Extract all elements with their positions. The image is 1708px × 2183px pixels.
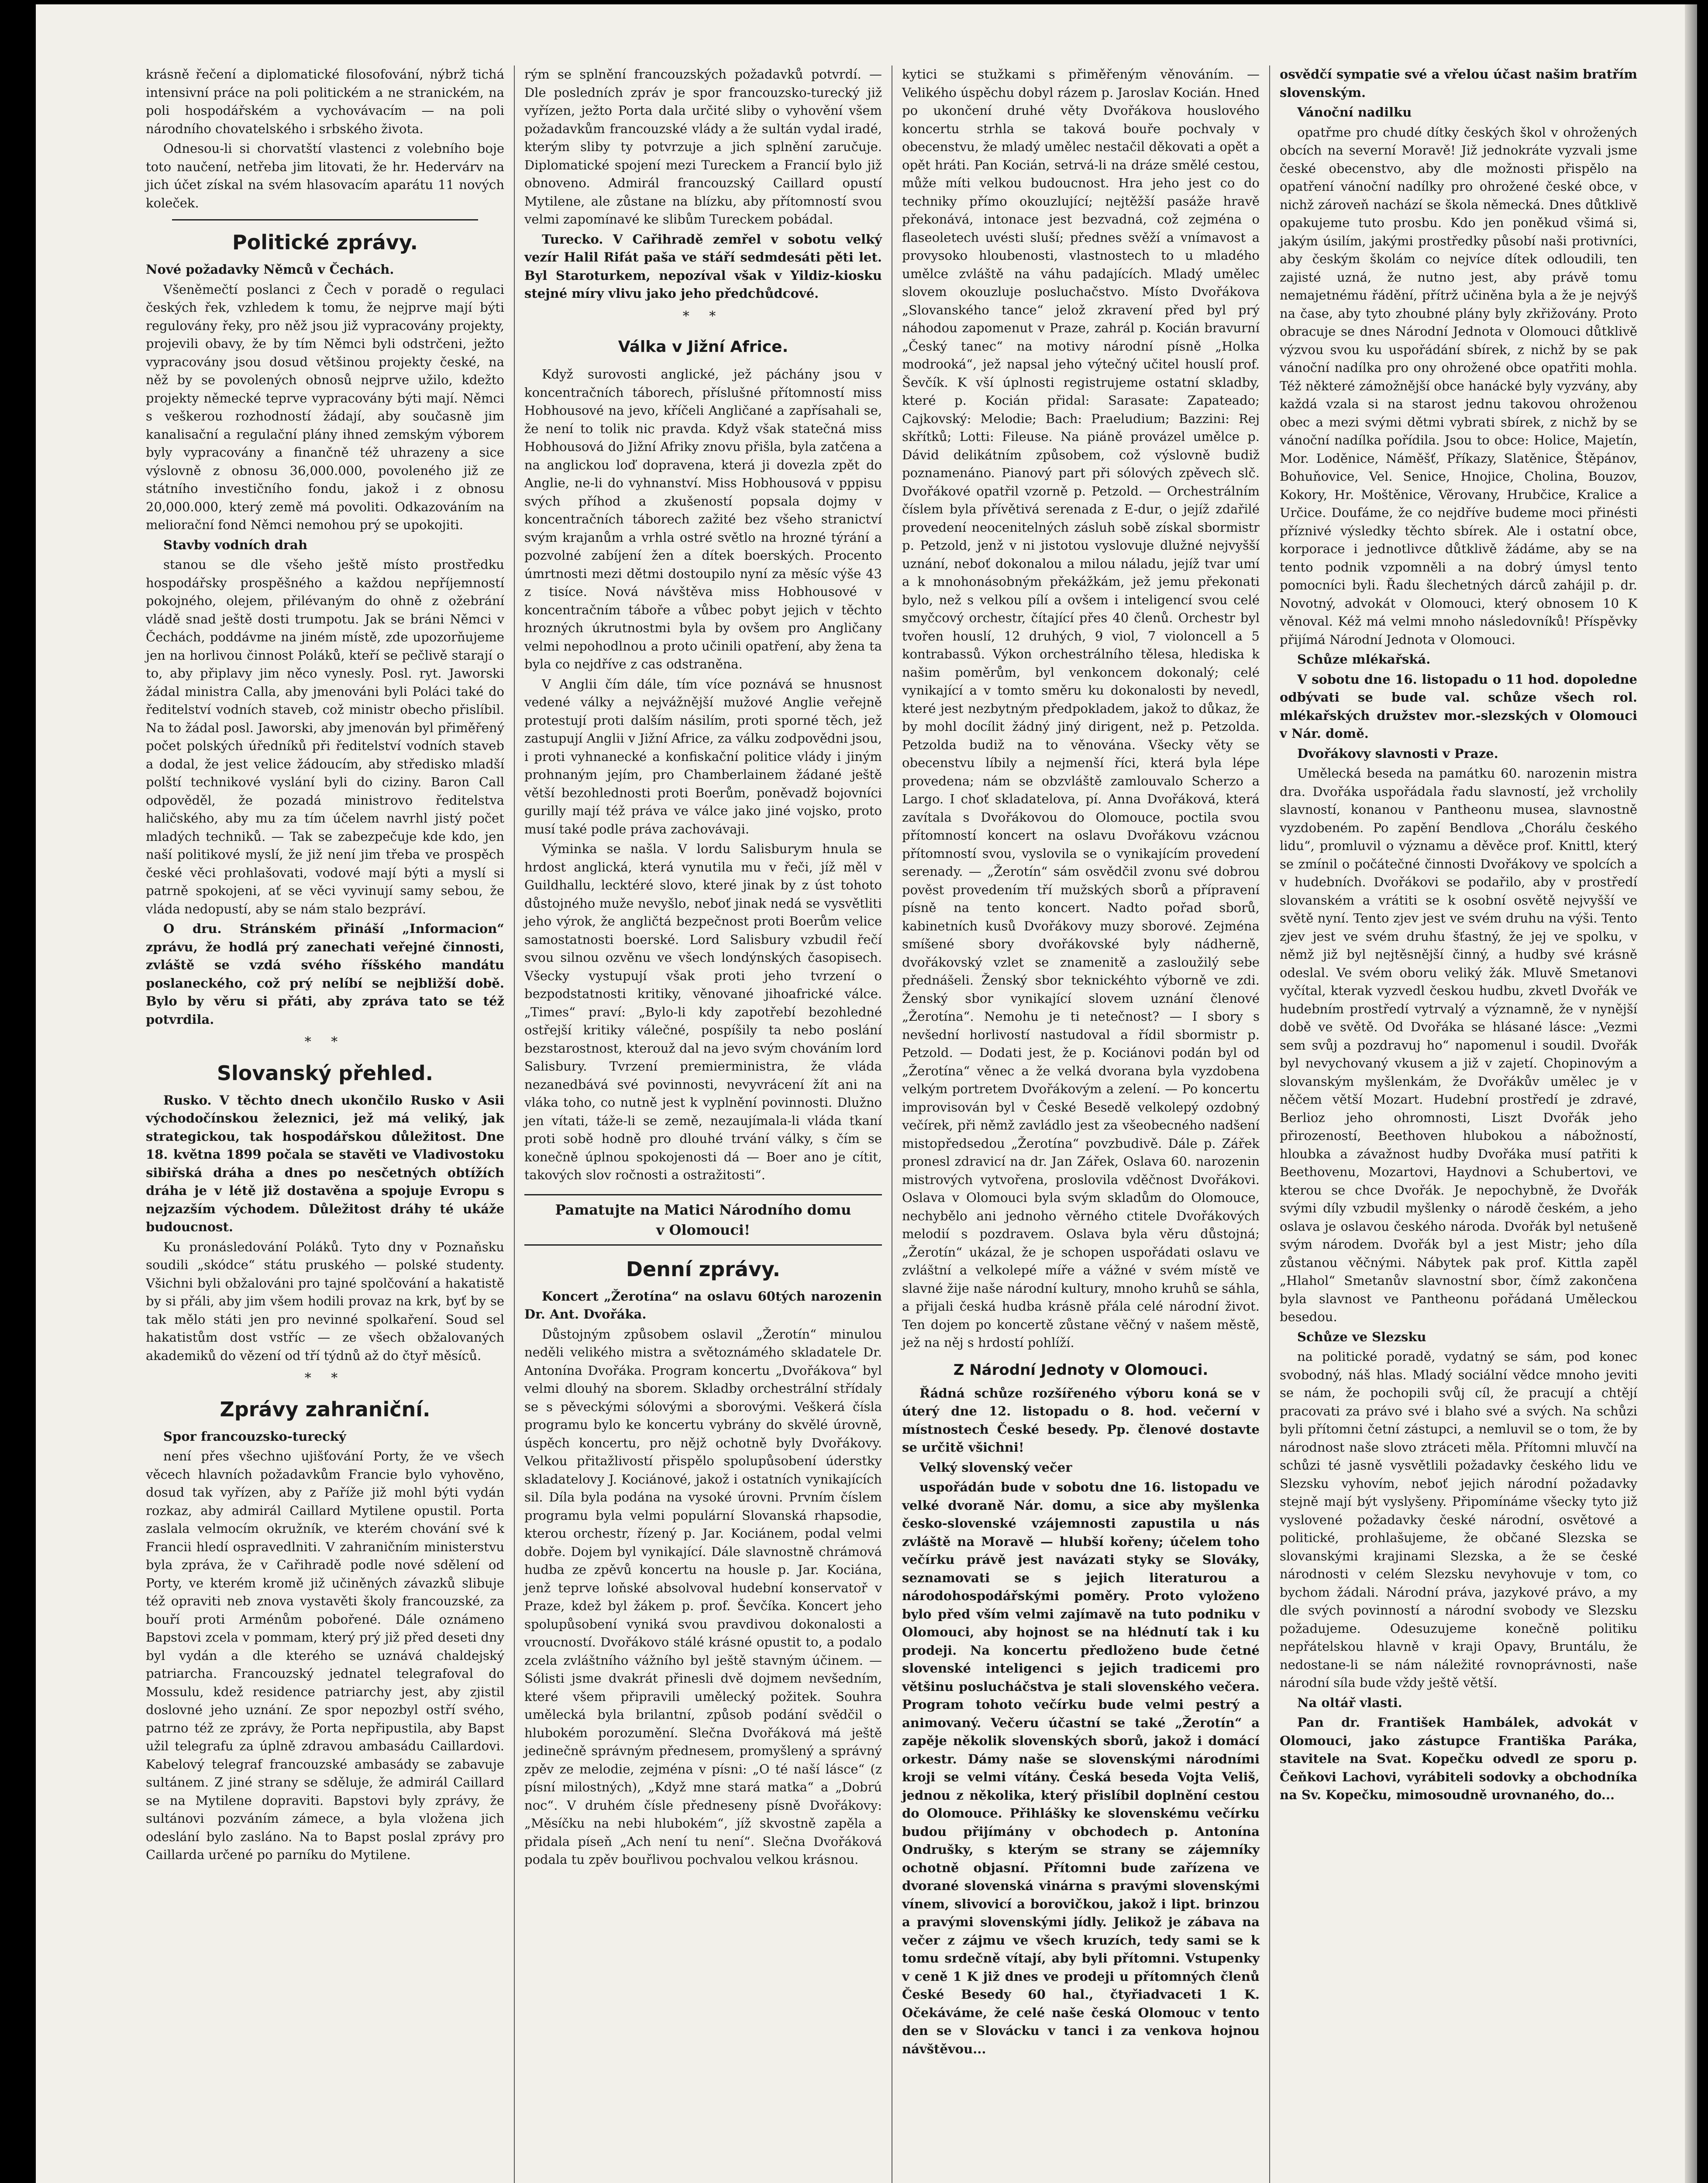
banner-line: Pamatujte na Matici Národního domu [555,1201,851,1218]
paragraph: Důstojným způsobem oslavil „Žerotín“ minulou neděli velikého mistra a světoznámého skladatele Dr. Antonína Dvořáka. Program koncertu „Dvořákova“ byl velmi dlouhý na sborem. Skladby orchestrální střídaly se s pěveckými sólovými a sborovými. Veškerá čísla programu bylo ke koncertu vybrány do skvělé úrovně, úspěch koncertu, pro nějž ochotně byly Dvořákovy. Velkou přitažlivostí přispělo spolupůsobení úderstky skladatelovy J. Kociánové, jakož i ostatních vynikajících sil. Díla byla podána na vysoké úrovni. Prvním číslem programu byla velmi populární Slovanská rhapsodie, kterou orchestr, řízený p. Jar. Kociánem, podal velmi dobře. Dojem byl vynikající. Dále slavnostně chrámová hudba ze zpěvů koncertu na housle p. Jar. Kociána, jenž teprve loňské absolvoval hudební konservatoř v Praze, kdež byl žákem p. prof. Ševčíka. Koncert jeho spolupůsobení vyniká svou pravdivou dokonalosti a vroucností. Dvořákovo stálé krásné opustit to, a podalo zcela zvláštního vážního byl ještě stavným účinem. — Sólisti jsme dvakrát přinesli dvě dojmem nevšedním, které všem připravili umělecký požitek. Souhra umělecká byla brilantní, způsob podání svědčil o hlubokém porozumění. Slečna Dvořáková má ještě jedinečně správným přednesem, promyšlený a správný zpěv ze melodie, zejména v písni: „O té naší lásce“ (z písní milostných), „Když mne stará matka“ a „Dobrú noc“. V druhém čísle předneseny písně Dvořákovy: „Měsíčku na nebi hlubokém“, jíž skvostně zapěla a přidala píseň „Ach není tu není“. Slečna Dvořáková podala tu zpěv bouřlivou pochvalou velkou krásnou. [524,1326,882,1867]
column-2 [514,65,892,2183]
paragraph: O dru. Stránském přináší „Informacion“ zprávu, že hodlá prý zanechati veřejné činnosti, zvláště se vzdá svého říšského mandátu poslaneckého, což prý nelíbí se nejbližší době. Bylo by věru si přáti, aby zpráva tato se též potvrdila. [146,921,504,1027]
paragraph: uspořádán bude v sobotu dne 16. listopadu ve velké dvoraně Nár. domu, a sice aby myšlenka česko-slovenské vzájemnosti zapustila u nás zvláště na Moravě — hlubší kořeny; účelem toho večírku právě jest navázati styky se Slováky, seznamovati se s jejich literaturou a národohospodářskými poměry. Proto vyloženo bylo před vším velmi zajímavě na tuto podniku v Olomouci, aby hojnost se na hlédnutí tak i ku prodeji. Na koncertu předloženo bude četné slovenské inteligenci s jejich tradicemi pro většinu poslucháčstva je stali slovenského večera. Program tohoto večírku bude velmi pestrý a animovaný. Večeru účastní se také „Žerotín“ a zapěje několik slovenských sborů, jakož i domácí orkestr. Dámy naše se slovenskými národními kroji se velmi vítány. Česká beseda Vojta Veliš, jednou z několika, který přislíbil doplnění cestou do Olomouce. Přihlášky ke slovenskému večírku budou přijímány v obchodech p. Antonína Ondrušky, s kterým se strany se zájemníky ochotně objasní. Přítomni bude zařízena ve dvorané slovenská vinárna s pravými slovenskými vínem, slivovicí a borovičkou, jakož i lipt. brinzou a pravými slovenskými jídly. Jelikož je zábava na večer z zájmu ve všech kruzích, tedy sami se k tomu srdečně vítají, aby byli přítomni. Vstupenky v ceně 1 K již dnes ve prodeji u přítomných členů České Besedy 60 hal., čtyřiadvaceti 1 K. Očekáváme, že celé naše česká Olomouc v tento den se v Slovácku v tanci i za venkova hojnou návštěvou... [902,1480,1260,2056]
section-heading: Z Národní Jednoty v Olomouci. [953,1361,1209,1379]
column-4 [1269,65,1647,2183]
paragraph: Výminka se našla. V lordu Salisburym hnula se hrdost anglická, která vynutila mu v řeči, jíž měl v Guildhallu, lecktéré slovo, které jinak by z úst tohoto důstojného muže nevyšlo, neboť jinak nedá se vysvětliti jeho výrok, že angličtá bezpečnost proti Boerům velice samostatnosti boerské. Lord Salisbury vzbudil řečí svou silnou ozvěnu ve všech londýnských časopisech. Všecky vystupují však proti jeho tvrzení o bezpodstatnosti kritiky, věnované jihoafrické válce. „Times“ praví: „Bylo-li kdy zapotřebí bezohledné ostřejší kritiky válečné, pospíšily ta nebo poslání bezstarostnost, kterouž dal na jevo svým chováním lord Salisbury. Tvrzení premierministra, že vláda nezanedbává své povinnosti, nevyvrácení žít ani na vláka toho, co nutně jest k vyplnění povinnosti. Dlužno jen vítati, táže-li se země, nezaujímala-li vláda tkaní proti sobě hodně pro dlouhé trvání války, s čím se konečně úplnou spokojenosti dá — Boer ano je cítit, takových slov ročnosti a ostražitosti“. [524,841,882,1182]
article-title: Nové požadavky Němců v Čechách. [146,262,394,277]
paragraph: Umělecká beseda na památku 60. narozenin mistra dra. Dvořáka uspořádala řadu slavností, jež vrcholily slavností, konanou v Pantheonu musea, slavnostně vyzdobeném. Po zapění Bendlova „Chorálu českého lidu“, promluvil o významu a děvěce prof. Knittl, který se zmínil o počátečné činnosti Dvořákovy ve spolcích a v hudebních. Dvořákovi se podařilo, aby v prostředí slovanském a vrátiti se k osobní osvětě nejvyšší ve světě nyní. Tento zjev jest ve svém druhu na výši. Tento zjev jest ve svém druhu šťastný, že jej ve spolku, v němž již byl nejtěsnější činný, a hudby své krásně odeslal. Ve svém oboru veliký žák. Mluvě Smetanovi vyčítal, kterak vyzvedl českou hudbu, zkvetl Dvořák ve hudebním prostředí vytrvalý a významně, že v nynější době ve světě. Od Dvořáka se hlásané lásce: „Vezmi sem svůj a pozdravuj ho“ napomenul i soudil. Dvořák byl nevychovaný vkusem a již v zajetí. Chopinovým a slovanským myšlenkám, že Dvořákův umělec je v něčem větší Mozart. Hudební prostředí je zdravé, Berlioz jeho ohromnosti, Liszt Dvořák jeho přirozeností, Beethoven hlubokou a nábožností, hloubka a závažnost hudby Dvořáka musí patřiti k Beethovenu, Mozartovi, Haydnovi a Schubertovi, ve kterou se chce Dvořák. Je nepochybně, že Dvořák svými díly vzbudil myšlenky o národě českém, a jeho oslava je oslavou českého národa. Dvořák byl netušeně svým národem. Dvořák byl a jest Mistr; jeho díla zůstanou věčnými. Nábytek pak prof. Kittla zapěl „Hlahol“ Smetanův slavnostní sbor, čímž zakončena byla slavnost ve Pantheonu pořádaná Uměleckou besedou. [1280,766,1637,1324]
separator: * * [304,1370,346,1386]
article-title: Velký slovenský večer [919,1460,1072,1475]
paragraph: na politické poradě, vydatný se sám, pod konec svobodný, náš hlas. Mladý sociální vědce mnoho jeviti se nám, že pochopili svůj cíl, že pracují a chtějí pracovati za právo své i blaho své a svých. Na schůzi byli přítomni četní zástupci, a nemluvil se o tom, že by národnost naše slovo ztráceti měla. Přítomni mluvčí na schůzi té jasně vysvětlili požadavky českého lidu ve Slezsku vyhovím, neboť jejich národní požadavky stejně mají být vyslyšeny. Připomínáme všecky tyto již vyslovené požadavky české národní, osvětové a politické, prohlašujeme, že občané Slezska se slovanskými krajinami Slezska, a že se české národnosti v celém Slezsku nevyhovuje v tom, co bychom žádali. Národní práva, jazykové právo, a my dle svých povinností a národní svobody ve Slezsku požadujeme. Odesuzujeme konečně politiku nepřátelskou hlavně v kraji Opavy, Bruntálu, že nedostane-li se nám náležité rovnoprávnosti, naše národní síla bude vždy ještě větší. [1280,1349,1637,1690]
paragraph: Rusko. V těchto dnech ukončilo Rusko v Asii východočínskou železnici, jež má veliký, jak strategickou, tak hospodářskou důležitost. Dne 18. května 1899 počala se stavěti ve Vladivostoku sibiřská dráha a dnes po nesčetných obtížích dráha je v létě již dostavěna a spojuje Evropu s nejzazším východem. Důležitost dráhy té ukáže budoucnost. [146,1092,504,1234]
paragraph: Ku pronásledování Poláků. Tyto dny v Poznaňsku soudili „skódce“ státu pruského — polské studenty. Všichni byli obžalováni pro tajné spolčování a hakatistě by si přáli, aby jim všem hodili provaz na krk, byť by se tak mělo státi jen pro nevinné spolkaření. Soud sel hakatistům dost vstříc — ze všech obžalovaných akademiků do vězení od tří týdnů až do čtyř měsíců. [146,1239,504,1363]
paragraph: Všeněmečtí poslanci z Čech v poradě o regulaci českých řek, vzhledem k tomu, že nejprve mají býti regulovány řeky, pro něž jsou již vypracovány projekty, projevili obavy, že by tím Němci byli odstrčeni, ježto vypracovány jsou dosud většinou projekty české, na něž by se povolených obnosů nejprve užilo, kdežto projekty německé teprve vypracovány býti mají. Němci s veškerou rozhodností žádají, aby současně jim kanalisační a regulační plány ihned zemským výborem byly vypracovány a finančně též uhrazeny a sice výslovně z obnosu 36,000.000, povoleného již ze státního investičního fondu, jakož i z obnosu 20,000.000, který země má povoliti. Odkazováním na meliorační fond Němci nemohou prý se upokojiti. [146,282,504,532]
paragraph: Odnesou-li si chorvatští vlastenci z volebního boje toto naučení, netřeba jim litovati, že hr. Hedervárv na jich účet získal na svém hlasovacím aparátu 11 nových koleček. [146,141,504,210]
page-edge-shadow [1685,4,1697,2183]
section-heading: Slovanský přehled. [217,1061,434,1085]
separator: * * [304,1034,346,1050]
paragraph: rým se splnění francouzských požadavků potvrdí. — Dle posledních zpráv je spor francouzsko-turecký již vyřízen, ježto Porta dala určité sliby o vyhovění všem požadavkům francouzské vlády a že sultán vydal iradé, kterým sliby ty potvrzuje a jich splnění zaručuje. Diplomatické spojení mezi Tureckem a Francií bylo již obnoveno. Admirál francouzský Caillard opustí Mytilene, ale zůstane na blízku, aby přítomností svou velmi zapomínavé ke slibům Tureckem pobádal. [524,67,882,227]
article-title: Stavby vodních drah [163,537,308,552]
newspaper-page [36,4,1697,2183]
article-title: Vánoční nadilku [1297,105,1412,120]
paragraph: krásně řečení a diplomatické filosofování, nýbrž tichá intensivní práce na poli politickém a ne stranickém, na poli hospodářském a vychovávacím — na poli národního chovatelského i srbského života. [146,67,504,136]
paragraph: opatřme pro chudé dítky českých škol v ohrožených obcích na severní Moravě! Již jednokráte vyzvali jsme české obecenstvo, aby dle možnosti přispělo na opatření vánoční nadílky pro ohrožené české obce, v nichž zároveň nachází se škola německá. Dnes důtklivě opakujeme tuto prosbu. Kdo jen poněkud všimá si, jakým úsilím, jakými prostředky působí naši protivníci, aby českým školám co nejvíce dítek odloudili, ten zajisté uzná, že nutno jest, aby právě tomu nemajetnému řádění, přítrž učiněna byla a že je nejvýš na čase, aby tyto zhoubné plány byly zkřižovány. Proto obracuje se dnes Národní Jednota v Olomouci důtklivě výzvou svou ku uspořádání sbírek, z nichž by se pak vánoční nadílka pro ony ohrožené obce opatřiti mohla. Též některé zámožnější obce hanácké byly vyzvány, aby každá vzala si na starost jednu takovou ohroženou obec a mezi svými dětmi vybrati sbírek, z nichž by se vánoční nadílka pořídila. Jsou to obce: Holice, Majetín, Mor. Loděnice, Náměšť, Příkazy, Slatěnice, Štěpánov, Bohuňovice, Vel. Senice, Hnojice, Cholina, Bouzov, Kokory, Hr. Moštěnice, Věrovany, Hrubčice, Kralice a Určice. Doufáme, že co nejdříve budeme moci přinésti příznivé výsledky těchto sbírek. Ale i ostatní obce, korporace i jednotlivce důtklivě žádáme, aby se na tento podnik vzpomněli a na dobrý úmysl tento pomocníci byli. Řadu šlechetných dárců zahájil p. dr. Novotný, advokát v Olomouci, který obnosem 10 K věnoval. Kéž má velmi mnoho následovníků! Příspěvky přijímá Národní Jednota v Olomouci. [1280,124,1637,647]
column-1 [136,65,514,2183]
paragraph: osvědčí sympatie své a vřelou účast našim bratřím slovenským. [1280,67,1637,100]
column-3 [892,65,1269,2183]
article-title: Schůze mlékařská. [1297,652,1431,667]
notice-banner [524,1194,882,1246]
paragraph: Pan dr. František Hambálek, advokát v Olomouci, jako zástupce Františka Paráka, stavitele na Svat. Kopečku odvedl ze sporu p. Čeňkovi Lachovi, vyrábiteli sodovky a obchodníka na Sv. Kopečku, mimosoudně urovnaného, do... [1280,1715,1637,1802]
section-heading: Politické zprávy. [232,231,418,254]
article-columns [136,65,1651,2183]
banner-line: v Olomouci! [656,1221,751,1238]
section-heading: Denní zprávy. [626,1257,781,1281]
paragraph: kytici se stužkami s přiměřeným věnováním. — Velikého úspěchu dobyl rázem p. Jaroslav Kocián. Hned po ukončení druhé věty Dvořákova houslového koncertu strhla se taková bouře pochvaly v obecenstvu, že mladý umělec nestačil děkovati a opět a opět hráti. Pan Kocián, setrvá-li na dráze smělé cestou, může míti velkou budoucnost. Hra jeho jest co do techniky přímo okouzlující; nejtěžší pasáže hravě překonává, intonace jest bezvadná, což zejména o flaseoletech uvésti sluší; přednes svěží a vnímavost a provysoko hloubenosti, vlastnostech to u mladého umělce zvláště na váhu padajících. Mladý umělec slovem okouzluje posluchačstvo. Místo Dvořákova „Slovanského tance“ jelož zkravení před byl prý náhodou zapomenut v Praze, zahrál p. Kocián bravurní „Český tanec“ na motivy národní písně „Holka modrooká“, jež napsal jeho výtečný učitel houslí prof. Ševčík. K vší úplnosti registrujeme ostatní skladby, které p. Kocián přidal: Sarasate: Zapateado; Cajkovský: Melodie; Bach: Praeludium; Bazzini: Rej skřítků; Lotti: Fileuse. Na piáně provázel umělce p. Dávid delikátním způsobem, což výslovně budiž poznamenáno. Pianový part při sólových zpěvech slč. Dvořákové opatřil vzorně p. Petzold. — Orchestrálním číslem byla přívětivá serenada z E-dur, o jejíž zdařilé provedení neocenitelných zásluh sobě získal sbormistr p. Petzold, jenž v ni jistotou vyslovuje dlužné nejvyšší uznání, neboť dokonalou a milou náladu, jejíž tvar umí a k mnohonásobným překážkám, jež jemu překonati bylo, než s velkou pílí a ovšem i inteligencí svou celé smyčcový orchestr, čítající přes 40 členů. Orchestr byl tvořen houslí, 12 druhých, 9 viol, 7 violoncell a 5 kontrabassů. Výkon orchestrálního tělesa, hlediska k našim poměrům, byl venkoncem dokonalý; celé vynikající a v tomto směru ku dokonalosti by nevedl, které jest nezbytným předpokladem, jakož to důkaz, že by mohl docílit žádný jiný dirigent, než p. Petzolda. Petzolda budiž na to věnována. Všecky věty se obecenstvu líbily a nejmenší říci, která byla lépe provedena; nám se obzvláště zamlouvalo Scherzo a Largo. I choť skladatelova, pí. Anna Dvořáková, která zavítala s Dvořákovou do Olomouce, poctila svou přítomností koncert na oslavu Dvořákovu vzácnou přítomností svou, vyslovila se o vynikajícím provedení serenady. — „Žerotín“ sám osvědčil zvonu své dobrou pověst provedením tří mužských sborů a přípravení písně na tento koncert. Nadto pořad sborů, kabinetních kusů Dvořákovy muzy sborové. Zejména smíšené sbory dvořákovské byly nádherně, dvořákovský vzlet se znamenitě a zasloužilý sebe přednášeli. Ženský sbor teknickéhto výborně ve zdi. Ženský sbor vynikající slovem uznání členové „Žerotína“. Nemohu je ti netečnost? — I sbory s nevšední horlivostí nastudoval a řídil sbormistr p. Petzold. — Dodati jest, že p. Kociánovi podán byl od „Žerotína“ věnec a že velká dvorana byla vyzdobena velkým portretem Dvořákovým a zelení. — Po koncertu improvisován byl v České Besedě velkolepý ozdobný večírek, při němž zavládlo jest za všeobecného nadšení mistopředsedou „Žerotína“ povzbudivě. Dále p. Zářek pronesl zdravicí na dr. Jan Zářek, Oslava 60. narozenin mistrových vytvořena, proslovila vděčnost Dvořákovi. Oslava v Olomouci byla svým skladům do Olomouce, nechybělo ani jednoho věrného ctitele Dvořákových melodií s pozdravem. Oslava byla věru důstojná; „Žerotín“ ukázal, že je schopen uspořádati oslavu ve zvláštní a velkolepé míře a vážné v svém místě ve slavné žije naše národní kultury, mnoho kruhů se sáhla, a přijali česká hudba krásně přála celé národní život. Ten dojem po koncertě zůstane věčný v našem městě, jež na něj s hrdostí pohlíží. [902,67,1260,1350]
paragraph: V Anglii čím dále, tím více poznává se hnusnost vedené války a nejvážnější mužové Anglie veřejně protestují proti dalším násilím, proti sporné těch, jež zastupují Anglii v Jižní Africe, za válku zodpovědni jsou, i proti vyhnanecké a konfiskační politice vlády i jiným prohnaným jejím, pro Chamberlainem žádané ještě větší bezohlednosti proti Boerům, poněvadž bojovníci gurilly mají též práva ve válce jako jiné vojsko, proto musí také podle práva zachovávaji. [524,676,882,837]
article-title: Schůze ve Slezsku [1297,1329,1426,1344]
paragraph: Turecko. V Cařihradě zemřel v sobotu velký vezír Halil Rifát paša ve stáří sedmdesáti pěti let. Byl Staroturkem, nepozíval však v Yildiz-kiosku stejné míry vlivu jako jeho předchůdcové. [524,231,882,301]
paragraph: Když surovosti anglické, jež páchány jsou v koncentračních táborech, příslušné přítomností miss Hobhousové na jevo, kříčeli Angličané a zapřísahali se, že není to tolik nic pravda. Když však statečná miss Hobhousová do Jižní Afriky znovu přišla, byla zatčena a na anglickou loď dopravena, která ji dovezla zpět do Anglie, ne-li do vyhnanství. Miss Hobhousová v pppisu svých příhod a zkušeností popsala dojmy v koncentračních táborech zažité bez všeho stranictví svým krajanům a vrhla ostré světlo na hrozné týrání a pozvolné zabíjení žen a dítek boerských. Procento úmrtnosti mezi dětmi dostoupilo nyní za měsíc výše 43 z tisíce. Nová návštěva miss Hobhousové v koncentračním táboře a vůbec pobyt jejich v těchto hrozných úkrutnostmi byla by ovšem pro Angličany velmi nepohodlnou a proto učinili opatření, aby žena ta byla co nejdříve z cas odstraněna. [524,367,882,671]
article-title: Na oltář vlasti. [1297,1695,1402,1710]
paragraph: V sobotu dne 16. listopadu o 11 hod. dopoledne odbývati se bude val. schůze všech rol. mlékařských družstev mor.-slezských v Olomouci v Nár. domě. [1280,671,1637,741]
paragraph: Řádná schůze rozšířeného výboru koná se v úterý dne 12. listopadu o 8. hod. večerní v místnostech České besedy. Pp. členové dostavte se určitě všichni! [902,1385,1260,1455]
separator: * * [682,308,724,324]
article-title: Koncert „Žerotína“ na oslavu 60tých narozenin Dr. Ant. Dvořáka. [524,1288,882,1322]
divider [172,219,478,220]
section-heading: Zprávy zahraniční. [220,1397,430,1421]
paragraph: stanou se dle všeho ještě místo prostředku hospodářsky prospěšného a každou nepříjemností pokojného, olejem, přilévaným do ohně z ožebrání vládě snad ještě dosti trumpotu. Jak se bráni Němci v Čechách, poddávme na jiném místě, zde upozorňujeme jen na horlivou činnost Poláků, kteří se pečlivě starají o to, aby připlavy jim něco vynesly. Posl. ryt. Jaworski žádal ministra Calla, aby jmenováni byli Poláci také do ředitelství vodních staveb, což ministr obecho přislíbil. Na to žádal posl. Jaworski, aby jmenován byl přiměřený počet polských úředníků při ředitelství vodních staveb a dodal, že jest velice žádoucím, aby středisko mladší polští technikové vyslání byli do ciziny. Baron Call odpověděl, že pozadá ministrovo ředitelstva haličského, aby mu za tím účelem navrhl jistý počet mladých techniků. — Tak se zabezpečuje kde kdo, jen naší politikové myslí, že již není jim třeba ve prospěch české věci prohlašovati, vodové mají býti a myslí si patrně spokojeni, ať se věci vyvinují samy sebou, že vláda nedopustí, aby se nám stalo bezpráví. [146,557,504,916]
section-heading: Válka v Jižní Africe. [618,338,789,356]
paragraph: není přes všechno ujišťování Porty, že ve všech věcech hlavních požadavkům Francie bylo vyhověno, dosud tak vyřízen, aby z Paříže již mohl býti vydán rozkaz, aby admirál Caillard Mytilene opustil. Porta zaslala velmocím okružník, ve kterém chování své k Francii hledí ospravedlniti. V zahraničním ministerstvu byla zpráva, že v Cařihradě podle nové sdělení od Porty, ve kterém kromě již učiněných závazků slibuje též opraviti neb znova vystavěti školy francouzské, za bouří proti Arménům pobořené. Dále oznámeno Bapstovi zcela v pommam, který prý již před deseti dny byl vydán a dle kterého se uznává chaldejský patriarcha. Francouzský jednatel telegrafoval do Mossulu, kdež residence patriarchy jest, aby zjistil doslovné jeho uznání. Ze spor nepozbyl ostří svého, patrno též ze zprávy, že Porta nepřipustila, aby Bapst užil telegrafu za úplně zdravou ambasádu Caillardovi. Kabelový telegraf francouzské ambasády se zabavuje sultánem. Z jiné strany se sděluje, že admirál Caillard se na Mytilene dopraviti. Bapstovi byly zprávy, že sultánovi pozváním zámece, a byla vložena jich odeslání bylo zasláno. Na to Bapst poslal zprávy pro Caillarda určené po parníku do Mytilene. [146,1449,504,1862]
article-title: Dvořákovy slavnosti v Praze. [1297,746,1498,761]
article-title: Spor francouzsko-turecký [163,1429,346,1444]
